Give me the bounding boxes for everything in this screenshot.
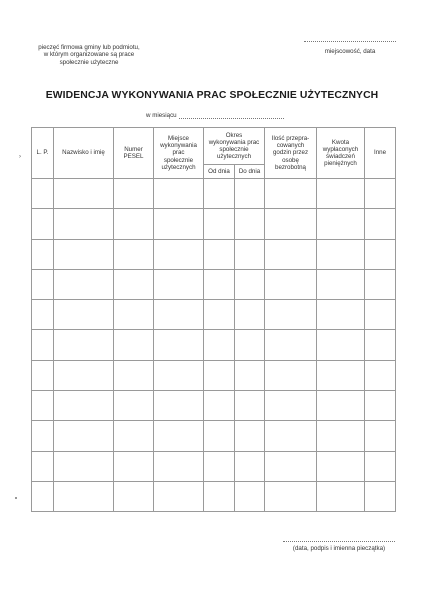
header-hours — [265, 128, 317, 179]
signature-label: (data, podpis i imienna pieczątka) — [292, 545, 386, 552]
table-cell[interactable] — [317, 239, 365, 269]
table-cell[interactable] — [204, 269, 235, 299]
table-cell[interactable] — [365, 300, 396, 330]
signature-line — [283, 541, 395, 542]
table-cell[interactable] — [317, 451, 365, 481]
table-cell[interactable] — [265, 300, 317, 330]
table-cell[interactable] — [114, 239, 154, 269]
table-cell[interactable] — [204, 451, 235, 481]
table-row — [32, 360, 396, 390]
header-other: Inne — [365, 128, 396, 179]
table-cell[interactable] — [204, 300, 235, 330]
table-cell[interactable] — [265, 330, 317, 360]
header-name: Nazwisko i imię — [54, 128, 114, 179]
table-cell[interactable] — [235, 330, 265, 360]
table-cell[interactable] — [365, 179, 396, 209]
header-hours-line-3: godzin przez — [272, 149, 309, 157]
table-cell[interactable] — [204, 421, 235, 451]
table-cell[interactable] — [32, 269, 54, 299]
table-cell[interactable] — [154, 179, 204, 209]
table-cell[interactable] — [317, 391, 365, 421]
table-cell[interactable] — [204, 239, 235, 269]
table-cell[interactable] — [235, 269, 265, 299]
table-cell[interactable] — [32, 421, 54, 451]
header-amount-line-3: świadczeń — [326, 153, 355, 160]
table-row — [32, 179, 396, 209]
header-amount-line-4: pieniężnych — [324, 160, 357, 168]
header-period-line-4: użytecznych — [216, 153, 252, 161]
header-amount-line-1: Kwota — [331, 138, 350, 146]
table-row — [32, 269, 396, 299]
header-place-line-5: użytecznych — [161, 163, 196, 171]
table-cell[interactable] — [365, 239, 396, 269]
table-cell[interactable] — [32, 179, 54, 209]
table-cell[interactable] — [54, 421, 114, 451]
table-cell[interactable] — [235, 360, 265, 390]
stamp-line-3: społecznie użyteczne — [59, 58, 119, 66]
table-cell[interactable] — [317, 330, 365, 360]
table-cell[interactable] — [32, 300, 54, 330]
header-pesel-line-2: PESEL — [123, 153, 144, 160]
margin-dot — [15, 497, 17, 499]
header-period-line-2: wykonywania prac — [208, 138, 260, 146]
table-cell[interactable] — [365, 391, 396, 421]
table-cell[interactable] — [154, 451, 204, 481]
records-table — [31, 127, 396, 512]
table-cell[interactable] — [32, 330, 54, 360]
header-amount — [317, 128, 365, 179]
header-period-line-1: Okres — [225, 131, 243, 139]
header-place-line-1: Miejsce — [168, 134, 189, 142]
table-cell[interactable] — [317, 360, 365, 390]
month-field — [146, 112, 284, 119]
table-cell[interactable] — [114, 209, 154, 239]
month-fill-line — [179, 113, 284, 119]
table-cell[interactable] — [204, 179, 235, 209]
header-place — [154, 128, 204, 179]
table-cell[interactable] — [32, 391, 54, 421]
form-title: EWIDENCJA WYKONYWANIA PRAC SPOŁECZNIE UŻYTECZNYCH — [45, 90, 379, 101]
table-cell[interactable] — [54, 330, 114, 360]
left-tick-mark: › — [19, 154, 21, 160]
table-cell[interactable] — [265, 421, 317, 451]
table-cell[interactable] — [365, 330, 396, 360]
table-row — [32, 481, 396, 511]
table-cell[interactable] — [265, 209, 317, 239]
table-cell[interactable] — [154, 239, 204, 269]
table-cell[interactable] — [114, 391, 154, 421]
table-cell[interactable] — [235, 451, 265, 481]
header-hours-line-1: Ilość przepra- — [271, 134, 310, 142]
table-cell[interactable] — [32, 481, 54, 511]
table-cell[interactable] — [54, 179, 114, 209]
table-cell[interactable] — [154, 209, 204, 239]
table-cell[interactable] — [265, 269, 317, 299]
table-cell[interactable] — [154, 300, 204, 330]
table-cell[interactable] — [54, 269, 114, 299]
table-cell[interactable] — [114, 360, 154, 390]
table-cell[interactable] — [114, 300, 154, 330]
table-cell[interactable] — [235, 209, 265, 239]
table-cell[interactable] — [54, 360, 114, 390]
table-cell[interactable] — [204, 481, 235, 511]
table-cell[interactable] — [114, 330, 154, 360]
header-place-line-4: społecznie — [163, 156, 194, 164]
table-cell[interactable] — [317, 179, 365, 209]
table-cell[interactable] — [365, 451, 396, 481]
table-cell[interactable] — [154, 421, 204, 451]
table-cell[interactable] — [204, 209, 235, 239]
table-cell[interactable] — [32, 209, 54, 239]
header-place-line-3: prac — [172, 149, 185, 157]
table-row — [32, 209, 396, 239]
header-pesel-line-1: Numer — [124, 145, 143, 153]
table-cell[interactable] — [154, 481, 204, 511]
table-cell[interactable] — [154, 360, 204, 390]
table-row — [32, 239, 396, 269]
table-cell[interactable] — [114, 481, 154, 511]
table-cell[interactable] — [365, 269, 396, 299]
table-cell[interactable] — [317, 421, 365, 451]
table-cell[interactable] — [365, 360, 396, 390]
table-cell[interactable] — [317, 269, 365, 299]
table-cell[interactable] — [32, 239, 54, 269]
table-cell[interactable] — [235, 300, 265, 330]
place-date-label: miejscowość, data — [324, 48, 376, 55]
table-cell[interactable] — [114, 269, 154, 299]
header-place-line-2: wykonywania — [160, 142, 197, 150]
table-row — [32, 300, 396, 330]
table-cell[interactable] — [114, 421, 154, 451]
table-cell[interactable] — [235, 391, 265, 421]
table-cell[interactable] — [114, 451, 154, 481]
table-cell[interactable] — [235, 481, 265, 511]
place-date-line — [304, 41, 396, 42]
table-cell[interactable] — [365, 481, 396, 511]
table-cell[interactable] — [317, 300, 365, 330]
table-cell[interactable] — [365, 421, 396, 451]
table-cell[interactable] — [54, 300, 114, 330]
table-cell[interactable] — [154, 330, 204, 360]
header-period-line-3: społecznie — [219, 146, 249, 153]
header-hours-line-4: osobę — [282, 156, 299, 164]
table-cell[interactable] — [204, 360, 235, 390]
table-cell[interactable] — [154, 391, 204, 421]
table-body — [32, 179, 396, 512]
header-to: Do dnia — [235, 165, 265, 179]
table-cell[interactable] — [204, 330, 235, 360]
header-from: Od dnia — [204, 165, 235, 179]
table-cell[interactable] — [54, 209, 114, 239]
stamp-label — [30, 44, 148, 66]
table-cell[interactable] — [235, 179, 265, 209]
table-cell[interactable] — [265, 391, 317, 421]
table-cell[interactable] — [265, 481, 317, 511]
table-row — [32, 330, 396, 360]
table-cell[interactable] — [317, 209, 365, 239]
table-row — [32, 451, 396, 481]
table-cell[interactable] — [265, 179, 317, 209]
header-period — [204, 128, 265, 165]
table-cell[interactable] — [154, 269, 204, 299]
table-cell[interactable] — [54, 481, 114, 511]
table-cell[interactable] — [204, 391, 235, 421]
table-cell[interactable] — [365, 209, 396, 239]
stamp-line-2: w którym organizowane są prace — [43, 51, 135, 59]
header-amount-line-2: wypłaconych — [322, 145, 359, 153]
header-hours-line-2: cowanych — [276, 142, 305, 150]
table-cell[interactable] — [54, 451, 114, 481]
table-cell[interactable] — [265, 360, 317, 390]
header-lp: L. P. — [32, 128, 54, 179]
table-cell[interactable] — [235, 421, 265, 451]
header-pesel — [114, 128, 154, 179]
table-cell[interactable] — [114, 179, 154, 209]
header-hours-line-5: bezrobotną — [275, 163, 306, 171]
table-cell[interactable] — [235, 239, 265, 269]
table-cell[interactable] — [265, 239, 317, 269]
table-cell[interactable] — [54, 239, 114, 269]
table-cell[interactable] — [32, 360, 54, 390]
stamp-line-1: pieczęć firmowa gminy lub podmiotu, — [38, 44, 140, 51]
month-label: w miesiącu — [146, 112, 177, 119]
table-cell[interactable] — [54, 391, 114, 421]
table-row — [32, 391, 396, 421]
table-cell[interactable] — [265, 451, 317, 481]
table-cell[interactable] — [32, 451, 54, 481]
table-cell[interactable] — [317, 481, 365, 511]
table-row — [32, 421, 396, 451]
